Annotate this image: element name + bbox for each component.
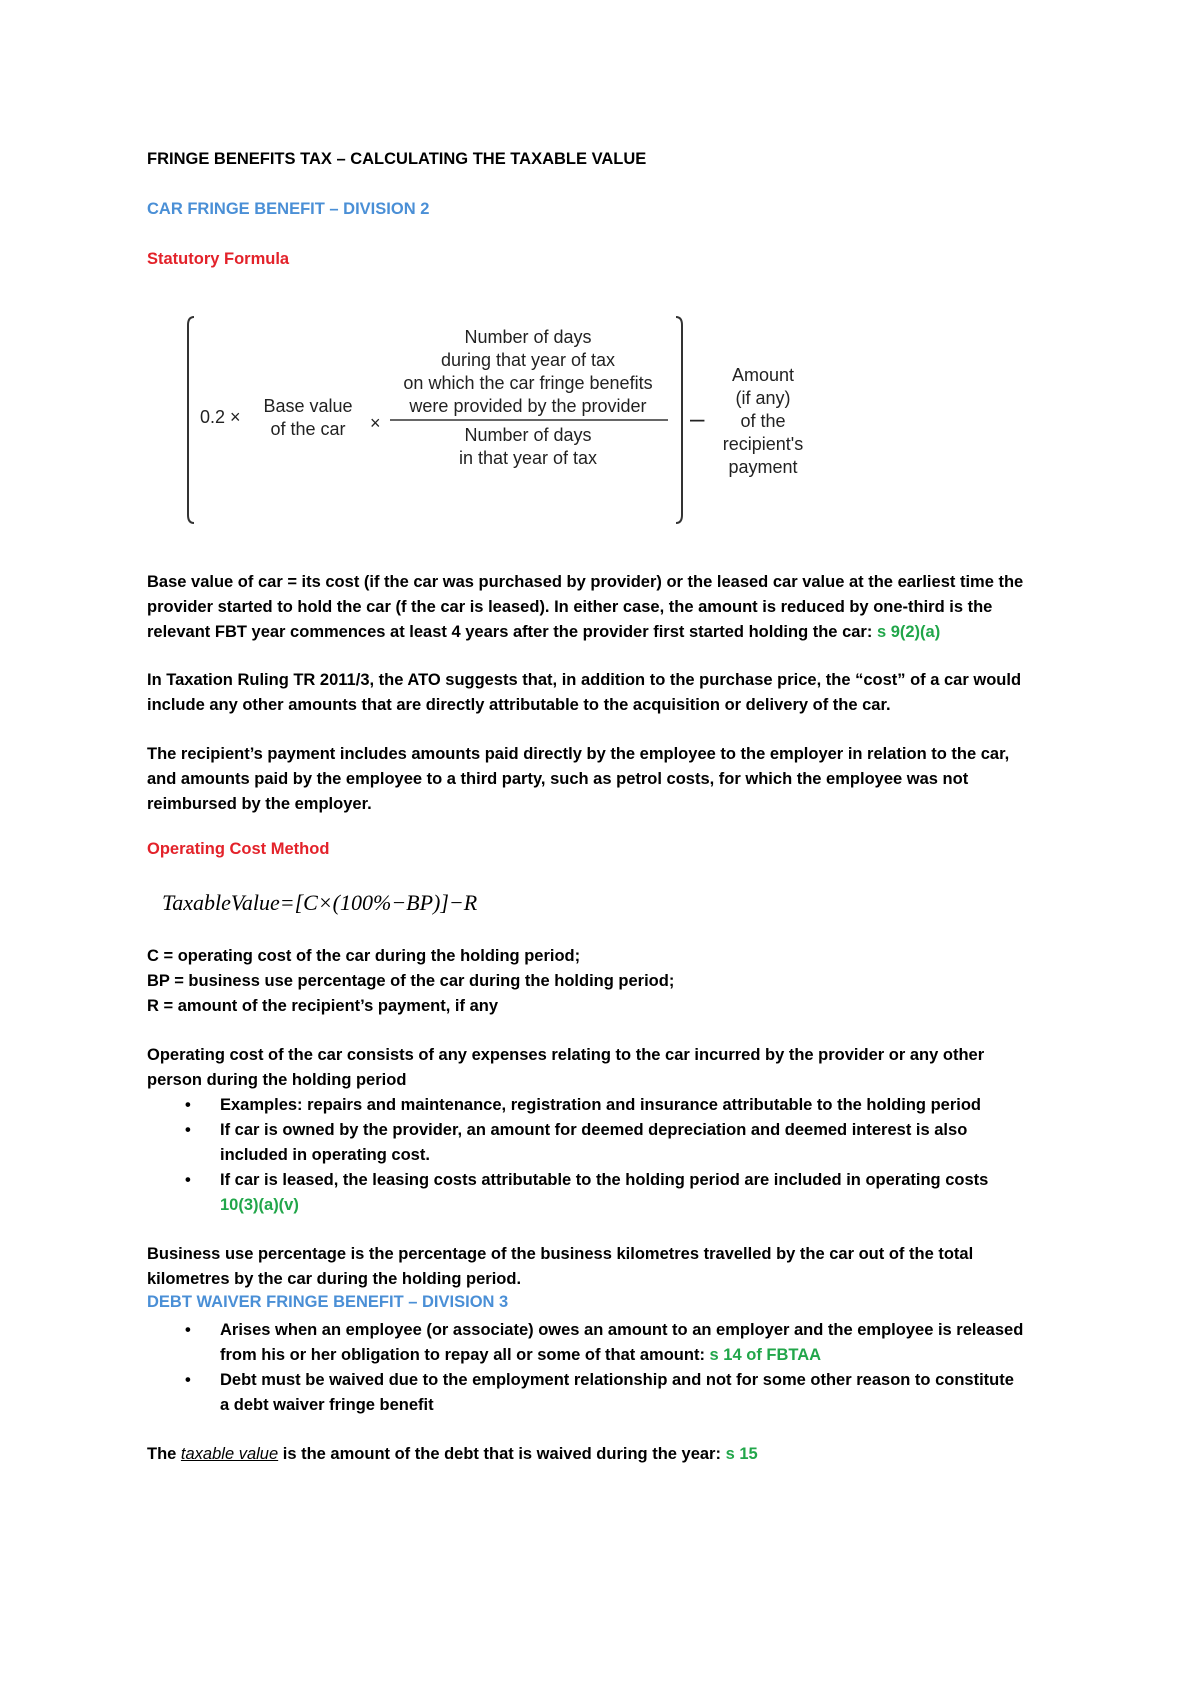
- text-segment: The: [147, 1445, 181, 1463]
- base-value-paragraph: [147, 570, 1067, 645]
- operating-cost-paragraph: [147, 1043, 1067, 1093]
- text-line: [147, 1442, 1067, 1467]
- ruling-paragraph: [147, 668, 1067, 718]
- formula-base-value-1: Base value: [263, 396, 353, 416]
- text-line: Arises when an employee (or associate) owes an amount to an employer and the employee is released: [220, 1321, 1024, 1339]
- bullet-icon: •: [185, 1371, 191, 1389]
- formula-base-value-2: of the car: [270, 419, 346, 439]
- text-line: include any other amounts that are directly attributable to the acquisition or delivery of the car.: [147, 696, 891, 714]
- bullet-icon: •: [185, 1121, 191, 1139]
- formula-denominator-1: Number of days: [464, 425, 592, 445]
- right-bracket: [676, 317, 682, 523]
- formula-minus: –: [690, 403, 705, 433]
- text-line: The recipient’s payment includes amounts paid directly by the employee to the employer in relation to the car,: [147, 745, 1010, 763]
- statutory-formula-heading: Statutory Formula: [147, 250, 290, 268]
- formula-coefficient: 0.2 ×: [200, 407, 241, 427]
- section-reference: 10(3)(a)(v): [220, 1196, 299, 1214]
- bullet-icon: •: [185, 1321, 191, 1339]
- formula-numerator-3: on which the car fringe benefits: [403, 373, 653, 393]
- list-item: [185, 1168, 1065, 1218]
- section-reference: s 15: [725, 1445, 758, 1463]
- text-line: Operating cost of the car consists of any expenses relating to the car incurred by the provider or any other: [147, 1046, 985, 1064]
- list-item: [185, 1093, 1065, 1118]
- text-line: a debt waiver fringe benefit: [220, 1396, 434, 1414]
- text-line: provider started to hold the car (f the car is leased). In either case, the amount is reduced by one-third is the: [147, 598, 993, 616]
- text-line: Examples: repairs and maintenance, registration and insurance attributable to the holding period: [220, 1096, 981, 1114]
- text-line: [147, 620, 1067, 645]
- business-use-paragraph: [147, 1242, 1067, 1292]
- formula-amount-2: (if any): [735, 388, 791, 408]
- taxable-value-term: taxable value: [180, 1445, 279, 1463]
- text-line: Base value of car = its cost (if the car was purchased by provider) or the leased car value at the earliest time the: [147, 573, 1024, 591]
- definitions-block: [147, 944, 1067, 1019]
- text-line: reimbursed by the employer.: [147, 795, 372, 813]
- list-item: [185, 1118, 1065, 1168]
- formula-numerator-4: were provided by the provider: [409, 396, 647, 416]
- text-line: person during the holding period: [147, 1071, 407, 1089]
- text-line: kilometres by the car during the holding period.: [147, 1270, 522, 1288]
- car-section-heading: CAR FRINGE BENEFIT – DIVISION 2: [147, 200, 430, 218]
- statutory-formula-image: [180, 315, 820, 535]
- operating-cost-formula: TaxableValue=[C×(100%−BP)]−R: [162, 890, 478, 915]
- section-reference: s 14 of FBTAA: [709, 1346, 822, 1364]
- text-segment: relevant FBT year commences at least 4 years after the provider first started holding the car:: [147, 623, 877, 641]
- left-bracket: [188, 317, 194, 523]
- formula-amount-1: Amount: [731, 365, 795, 385]
- page-title: FRINGE BENEFITS TAX – CALCULATING THE TAXABLE VALUE: [147, 150, 647, 168]
- text-line: In Taxation Ruling TR 2011/3, the ATO suggests that, in addition to the purchase price, the “cost” of a car would: [147, 671, 1022, 689]
- formula-numerator-1: Number of days: [464, 327, 592, 347]
- formula-numerator-2: during that year of tax: [440, 350, 616, 370]
- formula-amount-5: payment: [728, 457, 798, 477]
- text-line: If car is leased, the leasing costs attributable to the holding period are included in operating costs: [220, 1171, 989, 1189]
- operating-cost-bullets: [185, 1093, 1065, 1218]
- text-line: included in operating cost.: [220, 1146, 430, 1164]
- bullet-icon: •: [185, 1171, 191, 1189]
- list-item: [185, 1368, 1065, 1418]
- text-line: and amounts paid by the employee to a third party, such as petrol costs, for which the employee was not: [147, 770, 969, 788]
- text-segment: is the amount of the debt that is waived during the year:: [278, 1445, 726, 1463]
- formula-amount-4: recipient's: [722, 434, 804, 454]
- formula-amount-3: of the: [740, 411, 786, 431]
- formula-denominator-2: in that year of tax: [458, 448, 598, 468]
- definition-r: R = amount of the recipient’s payment, if any: [147, 997, 498, 1015]
- text-line: Business use percentage is the percentage of the business kilometres travelled by the car out of the total: [147, 1245, 974, 1263]
- taxable-value-paragraph: [147, 1442, 1067, 1467]
- bullet-icon: •: [185, 1096, 191, 1114]
- debt-waiver-bullets: [185, 1318, 1065, 1418]
- text-segment: from his or her obligation to repay all or some of that amount:: [220, 1346, 710, 1364]
- definition-c: C = operating cost of the car during the holding period;: [147, 947, 581, 965]
- formula-times: ×: [370, 413, 381, 433]
- debt-section-heading: DEBT WAIVER FRINGE BENEFIT – DIVISION 3: [147, 1293, 509, 1311]
- section-reference: s 9(2)(a): [876, 623, 941, 641]
- operating-cost-heading: Operating Cost Method: [147, 840, 330, 858]
- definition-bp: BP = business use percentage of the car during the holding period;: [147, 972, 675, 990]
- text-line: Debt must be waived due to the employment relationship and not for some other reason to constitute: [220, 1371, 1014, 1389]
- text-line: If car is owned by the provider, an amount for deemed depreciation and deemed interest is also: [220, 1121, 968, 1139]
- recipient-payment-paragraph: [147, 742, 1067, 817]
- list-item: [185, 1318, 1065, 1368]
